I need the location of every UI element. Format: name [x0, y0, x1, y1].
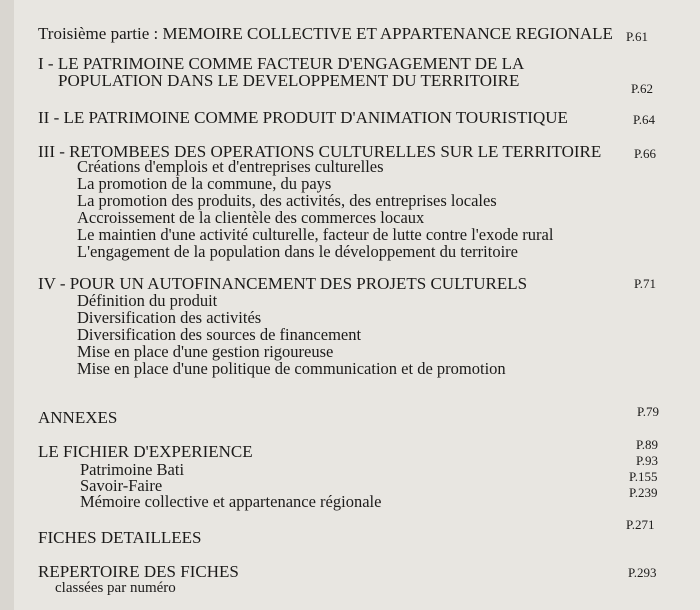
repertoire-subtitle: classées par numéro: [55, 580, 176, 596]
section-4-title: IV - POUR UN AUTOFINANCEMENT DES PROJETS CULTURELS: [38, 274, 528, 293]
section-1-line-1: I - LE PATRIMOINE COMME FACTEUR D'ENGAGEMENT DE LA: [38, 54, 525, 73]
section-1-page: P.62: [631, 81, 654, 96]
section-3-item: Le maintien d'une activité culturelle, facteur de lutte contre l'exode rural: [77, 225, 554, 244]
fichier-item: Savoir-Faire: [80, 476, 163, 495]
section-2-page: P.64: [633, 112, 656, 127]
fichier-page: P.89: [636, 437, 659, 452]
section-3-title: III - RETOMBEES DES OPERATIONS CULTURELLES SUR LE TERRITOIRE: [38, 142, 602, 161]
fiches-title: FICHES DETAILLEES: [38, 528, 202, 547]
section-4-item: Mise en place d'une politique de communication et de promotion: [77, 359, 506, 378]
annexes-title: ANNEXES: [38, 408, 118, 427]
fichier-item-page: P.93: [636, 453, 659, 468]
fichier-item: Mémoire collective et appartenance régionale: [80, 492, 382, 511]
fichier-item-page: P.239: [629, 485, 658, 500]
section-4-item: Diversification des sources de financement: [77, 325, 362, 344]
section-4-item: Diversification des activités: [77, 308, 262, 327]
section-2-title: II - LE PATRIMOINE COMME PRODUIT D'ANIMATION TOURISTIQUE: [38, 108, 568, 127]
part-title: Troisième partie : MEMOIRE COLLECTIVE ET APPARTENANCE REGIONALE: [38, 24, 613, 43]
repertoire-page: P.293: [628, 565, 657, 580]
annexes-page: P.79: [637, 404, 660, 419]
fichier-item: Patrimoine Bati: [80, 460, 185, 479]
section-3-item: L'engagement de la population dans le développement du territoire: [77, 242, 518, 261]
page-edge-shadow: [0, 0, 14, 610]
section-4-item: Définition du produit: [77, 291, 218, 310]
section-3-page: P.66: [634, 146, 657, 161]
fichier-title: LE FICHIER D'EXPERIENCE: [38, 442, 253, 461]
fiches-page: P.271: [626, 517, 655, 532]
section-3-item: La promotion de la commune, du pays: [77, 174, 332, 193]
section-3-item: La promotion des produits, des activités, des entreprises locales: [77, 191, 497, 210]
section-4-page: P.71: [634, 276, 657, 291]
repertoire-title: REPERTOIRE DES FICHES: [38, 562, 239, 581]
fichier-item-page: P.155: [629, 469, 658, 484]
section-3-item: Créations d'emplois et d'entreprises culturelles: [77, 157, 384, 176]
section-1-line-2: POPULATION DANS LE DEVELOPPEMENT DU TERRITOIRE: [58, 71, 520, 90]
section-3-item: Accroissement de la clientèle des commerces locaux: [77, 208, 425, 227]
part-page: P.61: [626, 29, 649, 44]
section-4-item: Mise en place d'une gestion rigoureuse: [77, 342, 334, 361]
